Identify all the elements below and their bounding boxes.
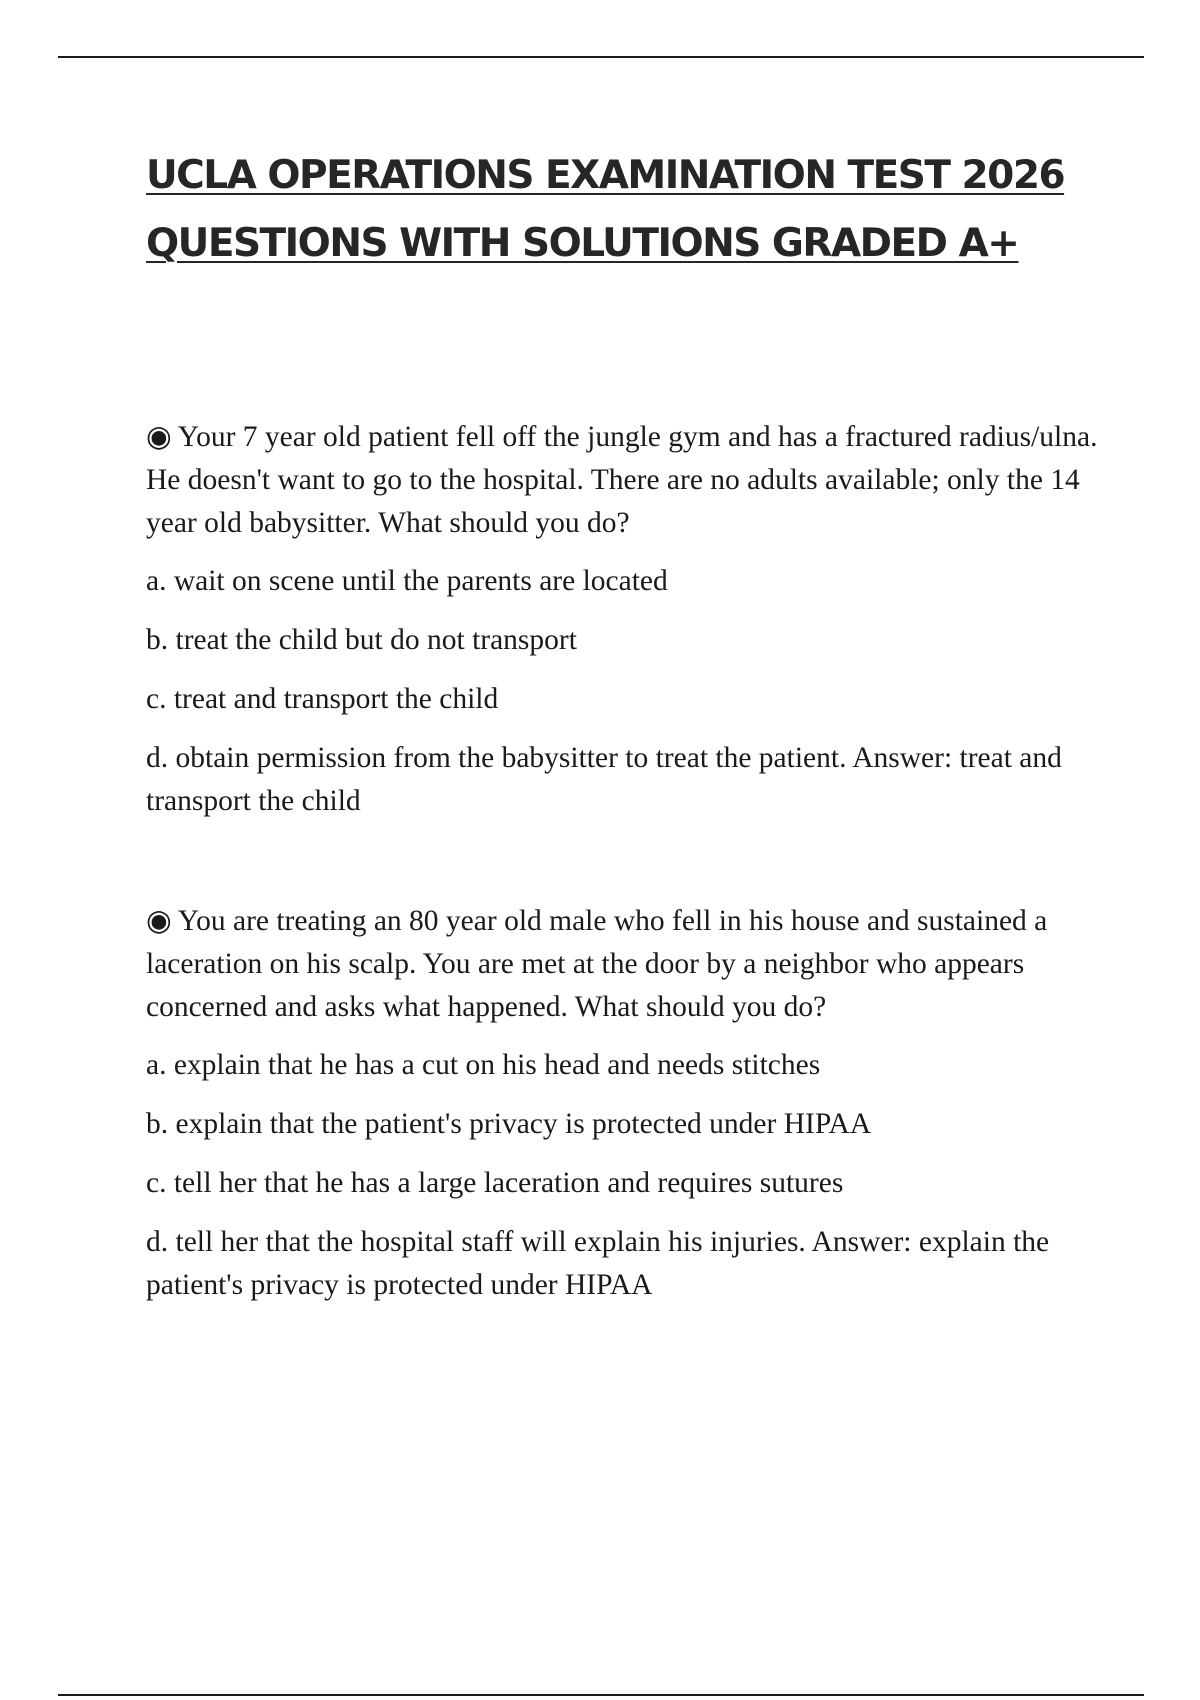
answer-option-a: a. wait on scene until the parents are located	[146, 565, 668, 597]
answer-option-c: c. tell her that he has a large laceration and requires sutures	[146, 1167, 844, 1199]
question-1	[146, 416, 1106, 839]
top-divider	[58, 56, 1144, 58]
question-text: You are treating an 80 year old male who fell in his house and sustained a laceration on his scalp. You are met at the door by a neighbor who appears concerned and asks what happened. What should you do?	[146, 905, 1048, 1023]
answer-option-b: b. treat the child but do not transport	[146, 624, 577, 656]
answer-option-d: d. obtain permission from the babysitter to treat the patient. Answer: treat and transport the child	[146, 742, 1062, 817]
bottom-divider	[58, 1694, 1144, 1696]
answer-option-d: d. tell her that the hospital staff will explain his injuries. Answer: explain the patient's privacy is protected under HIPAA	[146, 1226, 1050, 1301]
document-title	[146, 142, 1146, 278]
answer-option-a: a. explain that he has a cut on his head and needs stitches	[146, 1049, 821, 1081]
answer-option-b: b. explain that the patient's privacy is protected under HIPAA	[146, 1108, 872, 1140]
title-line-2: QUESTIONS WITH SOLUTIONS GRADED A+	[146, 221, 1019, 266]
radio-bullet-icon: ◉	[146, 421, 172, 453]
radio-bullet-icon: ◉	[146, 905, 172, 937]
title-line-1: UCLA OPERATIONS EXAMINATION TEST 2026	[146, 153, 1065, 198]
question-stem	[146, 900, 1106, 1029]
question-stem	[146, 416, 1106, 545]
answer-option-c: c. treat and transport the child	[146, 683, 499, 715]
question-2	[146, 900, 1106, 1323]
question-text: Your 7 year old patient fell off the jungle gym and has a fractured radius/ulna. He doesn't want to go to the hospital. There are no adults available; only the 14 year old babysitter. What should you do?	[146, 421, 1098, 539]
